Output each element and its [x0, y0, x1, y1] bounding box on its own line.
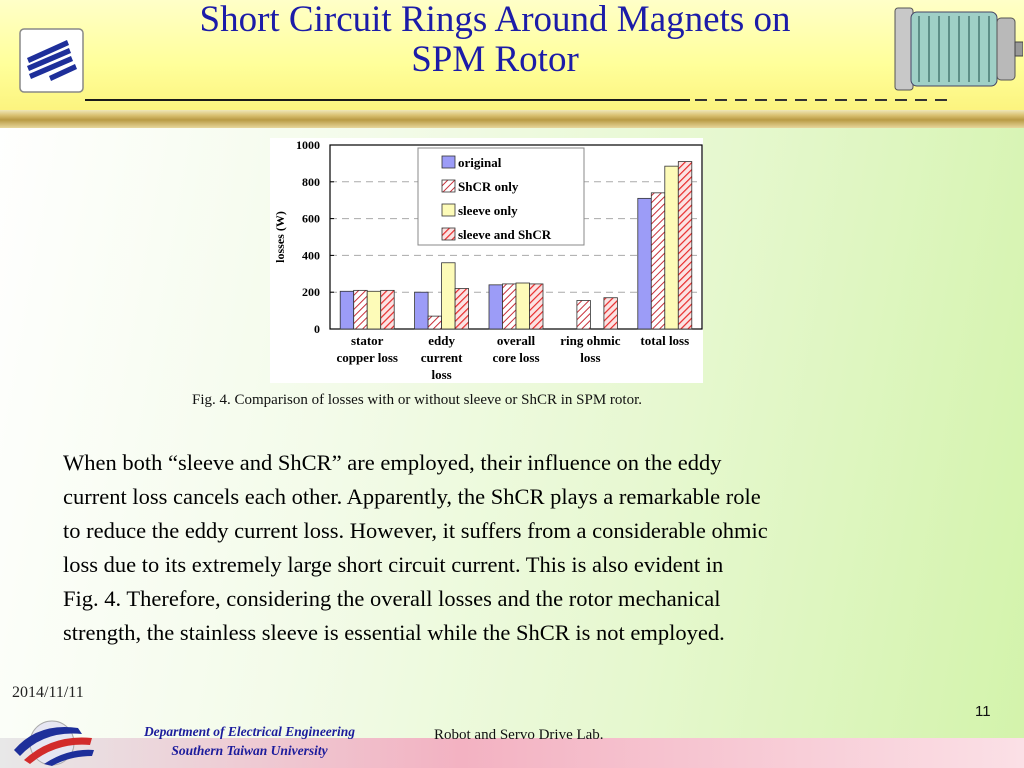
bar-sleeve-only [665, 166, 679, 329]
bar-original [415, 292, 429, 329]
x-tick-label: loss [431, 367, 452, 382]
title-dashed-rule [695, 99, 950, 101]
bar-sleeve-and-shcr [678, 162, 692, 329]
bar-sleeve-only [516, 283, 530, 329]
university-logo-icon [19, 28, 84, 93]
department-name [112, 722, 387, 760]
x-tick-label: total loss [640, 333, 690, 348]
x-tick-label: stator [350, 333, 384, 348]
bar-shcr-only [577, 300, 591, 329]
x-tick-label: core loss [492, 350, 540, 365]
legend-swatch [442, 228, 455, 240]
x-tick-label: loss [580, 350, 601, 365]
motor-image-icon [893, 2, 1023, 94]
bar-original [340, 291, 354, 329]
department-line-1: Department of Electrical Engineering [143, 724, 356, 739]
bar-shcr-only [354, 290, 368, 329]
body-line: to reduce the eddy current loss. However, it suffers from a considerable ohmic [63, 518, 768, 543]
slide-date: 2014/11/11 [12, 684, 84, 701]
y-tick-label: 800 [302, 174, 320, 189]
bar-sleeve-only [367, 291, 381, 329]
x-tick-label: current [420, 350, 463, 365]
x-tick-label: ring ohmic [560, 333, 621, 348]
bar-sleeve-and-shcr [381, 290, 395, 329]
title-line-1: Short Circuit Rings Around Magnets on [199, 0, 791, 40]
legend-swatch [442, 156, 455, 168]
figure-caption: Fig. 4. Comparison of losses with or without sleeve or ShCR in SPM rotor. [192, 392, 643, 408]
bar-shcr-only [651, 193, 665, 329]
loss-comparison-chart [270, 138, 703, 383]
legend-swatch [442, 204, 455, 216]
legend-label: original [458, 155, 502, 170]
department-logo-icon [8, 718, 96, 768]
slide-title [100, 0, 890, 80]
y-tick-label: 200 [302, 285, 320, 300]
x-tick-label: eddy [428, 333, 455, 348]
body-line: When both “sleeve and ShCR” are employed, their influence on the eddy [63, 450, 722, 475]
bar-shcr-only [428, 316, 442, 329]
chart-svg [270, 138, 703, 383]
bar-original [489, 285, 503, 329]
title-underline [85, 99, 690, 101]
y-tick-label: 400 [302, 248, 320, 263]
body-line: Fig. 4. Therefore, considering the overall losses and the rotor mechanical [63, 586, 721, 611]
y-tick-label: 1000 [296, 138, 320, 152]
bar-shcr-only [503, 284, 517, 329]
department-line-2: Southern Taiwan University [171, 743, 328, 758]
body-line: loss due to its extremely large short circuit current. This is also evident in [63, 552, 724, 577]
header-band [0, 110, 1024, 128]
bar-sleeve-only [442, 263, 456, 329]
legend-label: ShCR only [458, 179, 519, 194]
title-line-2: SPM Rotor [411, 39, 579, 80]
y-tick-label: 0 [314, 322, 320, 336]
lab-name: Robot and Servo Drive Lab. [434, 727, 604, 743]
bar-original [638, 198, 652, 329]
y-tick-label: 600 [302, 211, 320, 226]
legend-swatch [442, 180, 455, 192]
body-line: strength, the stainless sleeve is essential while the ShCR is not employed. [63, 620, 725, 645]
x-tick-label: overall [496, 333, 536, 348]
body-line: current loss cancels each other. Apparently, the ShCR plays a remarkable role [63, 484, 761, 509]
bar-sleeve-and-shcr [530, 284, 544, 329]
bar-sleeve-and-shcr [455, 289, 469, 329]
legend-label: sleeve and ShCR [458, 227, 552, 242]
legend-label: sleeve only [458, 203, 518, 218]
y-axis-label: losses (W) [273, 211, 287, 263]
bar-sleeve-and-shcr [604, 298, 618, 329]
x-tick-label: copper loss [336, 350, 398, 365]
page-number: 11 [975, 703, 991, 720]
body-paragraph [63, 446, 963, 650]
